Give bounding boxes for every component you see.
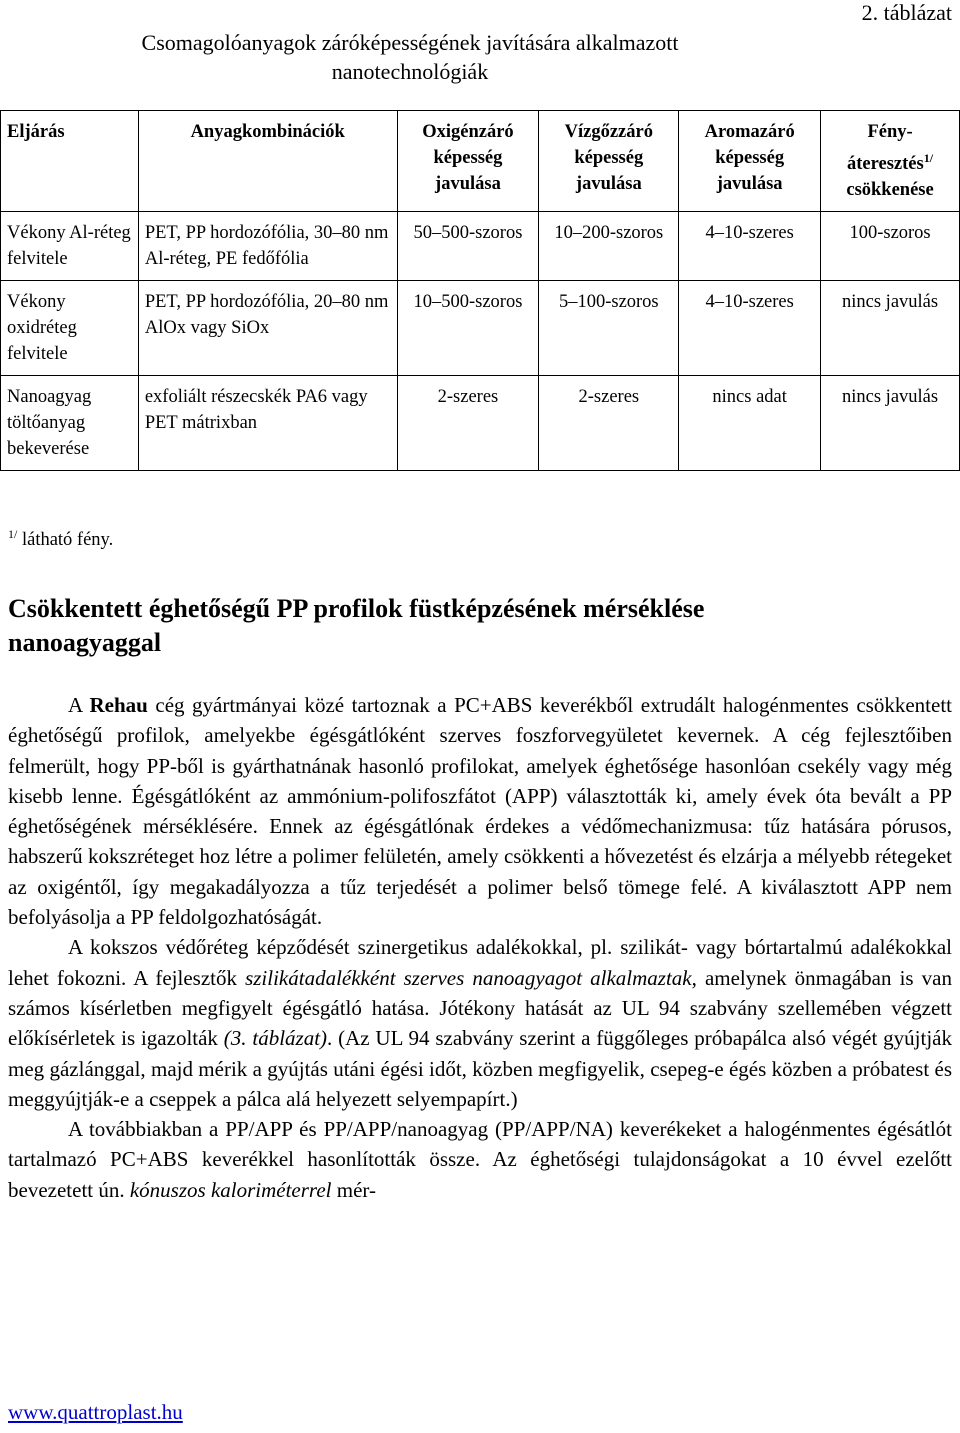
nanotech-table: [0, 110, 960, 471]
cell-light: nincs javulás: [821, 281, 960, 376]
table-row: [1, 376, 960, 471]
cell-materials: exfoliált részecskék PA6 vagy PET mátrixban: [138, 376, 397, 471]
cell-water-vapour: 10–200-szoros: [539, 212, 679, 281]
header-light: Fény-áteresztés$^{1/}$ csökkenése: [821, 111, 960, 212]
cell-materials: PET, PP hordozófólia, 30–80 nm Al-réteg, PE fedőfólia: [138, 212, 397, 281]
cell-light: 100-szoros: [821, 212, 960, 281]
cell-water-vapour: 2-szeres: [539, 376, 679, 471]
paragraph: A Rehau cég gyártmányai közé tartoznak a PC+ABS keverékből extrudált halogénmentes csökkentett éghetőségű profilok, amelyekbe égésgátlóként szerves foszforvegyületet kevernek. A cég fejlesztőiben felmerült, hogy PP-ből is gyárthatnának hasonló profilokat, amelyek éghetősége hasonlóan csekély vagy még kisebb lenne. Égésgátlóként az ammónium-polifoszfátot (APP) választották ki, amely évek óta bevált a PP éghetőségének mérséklésére. Ennek az égésgátlónak érdekes a védőmechanizmusa: tűz hatására pórusos, habszerű kokszréteget hoz létre a polimer felületén, amely csökkenti a hővezetést és elzárja a mélyebb rétegeket az oxigéntől, így megakadályozza a tűz terjedését a polimer belső tömege felé. A kiválasztott APP nem befolyásolja a PP feldolgozhatóságát.: [8, 693, 952, 930]
table-row: [1, 281, 960, 376]
cell-process: Nanoagyag töltőanyag bekeverése: [1, 376, 139, 471]
header-aroma: Aromazáró képesség javulása: [679, 111, 821, 212]
cell-light: nincs javulás: [821, 376, 960, 471]
header-water-vapour: Vízgőzzáró képesség javulása: [539, 111, 679, 212]
cell-process: Vékony oxidréteg felvitele: [1, 281, 139, 376]
table-caption: Csomagolóanyagok záróképességének javítására alkalmazott nanotechnológiák: [141, 30, 679, 84]
cell-aroma: 4–10-szeres: [679, 212, 821, 281]
table-number-label: 2. táblázat: [861, 0, 952, 25]
table-header-row: [1, 111, 960, 212]
cell-oxygen: 50–500-szoros: [397, 212, 539, 281]
header-oxygen: Oxigénzáró képesség javulása: [397, 111, 539, 212]
cell-aroma: nincs adat: [679, 376, 821, 471]
table-footnote: $^{1/}$ látható fény.: [8, 527, 114, 550]
paragraph: A továbbiakban a PP/APP és PP/APP/nanoagyag (PP/APP/NA) keverékeket a halogénmentes égésátlót tartalmazó PC+ABS keverékkel hasonlították össze. Az éghetőségi tulajdonságokat a 10 évvel ezelőtt bevezetett ún. kónuszos kaloriméterrel mér-: [8, 1117, 952, 1202]
section-title: Csökkentett éghetőségű PP profilok füstképzésének mérséklése nanoagyaggal: [8, 594, 705, 657]
cell-water-vapour: 5–100-szoros: [539, 281, 679, 376]
table-row: [1, 212, 960, 281]
cell-oxygen: 10–500-szoros: [397, 281, 539, 376]
cell-materials: PET, PP hordozófólia, 20–80 nm AlOx vagy SiOx: [138, 281, 397, 376]
body-text: [8, 690, 952, 1205]
paragraph: A kokszos védőréteg képződését szinergetikus adalékokkal, pl. szilikát- vagy bórtartalmú adalékokkal lehet fokozni. A fejlesztők szilikátadalékként szerves nanoagyagot alkalmaztak, amelynek önmagában is van számos kísérletben megfigyelt égésgátló hatása. Jótékony hatását az UL 94 szabvány szellemében végzett előkísérletek is igazolták (3. táblázat). (Az UL 94 szabvány szerint a függőleges próbapálca alsó végét gyújtják meg gázlánggal, majd mérik a gyújtás utáni égési időt, közben megfigyelik, csepeg-e égés közben a próbatest és meggyújtják-e a cseppek a pálca alá helyezett selyempapírt.): [8, 935, 952, 1111]
cell-process: Vékony Al-réteg felvitele: [1, 212, 139, 281]
header-process: Eljárás: [1, 111, 139, 212]
footer-website-link[interactable]: www.quattroplast.hu: [8, 1400, 183, 1424]
cell-oxygen: 2-szeres: [397, 376, 539, 471]
cell-aroma: 4–10-szeres: [679, 281, 821, 376]
header-materials: Anyagkombinációk: [138, 111, 397, 212]
